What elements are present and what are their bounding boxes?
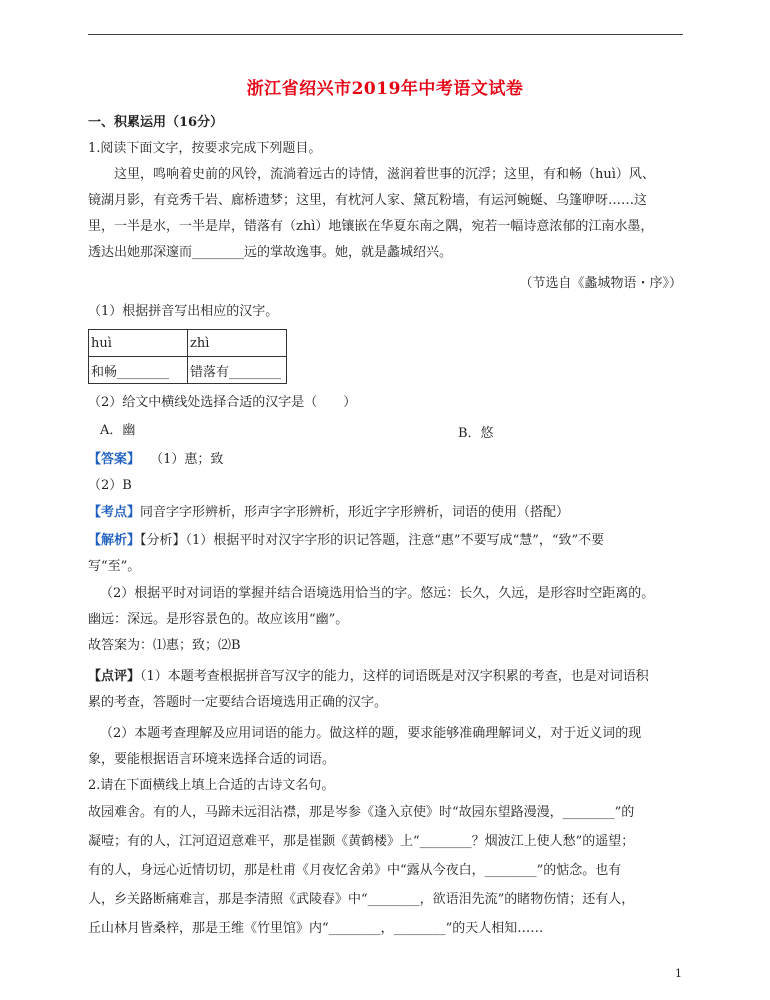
passage-line-2: 镜湖月影，有竞秀千岩、廊桥遗梦；这里，有枕河人家、黛瓦粉墙，有运河蜿蜒、乌篷咿呀……这 bbox=[88, 193, 648, 208]
question-1-prompt: 1.阅读下面文字，按要求完成下列题目。 bbox=[88, 141, 322, 156]
option-b: B．悠 bbox=[458, 426, 494, 441]
answer-text-1: （1）惠；致 bbox=[150, 452, 224, 467]
kaodian-tag: 【考点】 bbox=[88, 505, 141, 520]
option-a: A．幽 bbox=[100, 423, 136, 438]
dianping-text-2: 累的考查，答题时一定要结合语境选用正确的汉字。 bbox=[88, 695, 388, 710]
answer-text-2: （2）B bbox=[88, 478, 132, 493]
answer-line bbox=[88, 451, 223, 469]
jiexi-text-1: 【分析】（1）根据平时对汉字字形的识记答题，注意“惠”不要写成“慧”，“致”不要 bbox=[140, 533, 605, 548]
jiexi-text-2: 写“至”。 bbox=[88, 559, 141, 574]
page-number: 1 bbox=[675, 967, 682, 980]
q1-subquestion-2: （2）给文中横线处选择合适的汉字是（ ） bbox=[88, 395, 357, 410]
section-heading: 一、积累运用（16分） bbox=[88, 115, 224, 130]
passage-line-1: 这里，鸣响着史前的风铃，流淌着远古的诗情，滋润着世事的沉浮；这里，有和畅（huì）风、 bbox=[114, 167, 655, 182]
jiexi-text-3: （2）根据平时对词语的掌握并结合语境选用恰当的字。悠远：长久，久远，是形容时空距离的。 bbox=[100, 586, 655, 601]
q2-line-2: 凝噎；有的人，江河迢迢意难平，那是崔颢《黄鹤楼》上“________？烟波江上使人愁”的遥望； bbox=[88, 834, 635, 849]
blank-hechang: 和畅________ bbox=[89, 357, 188, 384]
q2-line-4: 人，乡关路断痛难言，那是李清照《武陵春》中“________，欲语泪先流”的睹物伤情；还有人， bbox=[88, 892, 635, 907]
q2-line-5: 丘山林月皆桑梓，那是王维《竹里馆》内“________，________”的天人相知…… bbox=[88, 921, 544, 936]
page-title: 浙江省绍兴市2019年中考语文试卷 bbox=[246, 79, 524, 99]
jiexi-line bbox=[88, 532, 604, 550]
pinyin-table bbox=[88, 329, 287, 384]
kaodian-line bbox=[88, 504, 569, 522]
passage-source: （节选自《蠡城物语・序》） bbox=[519, 276, 682, 291]
answer-tag: 【答案】 bbox=[88, 452, 141, 467]
jiexi-tag: 【解析】 bbox=[88, 533, 141, 548]
q2-line-1: 故园难舍。有的人，马蹄未远泪沾襟，那是岑参《逢入京使》时“故园东望路漫漫，________”的 bbox=[88, 805, 635, 820]
jiexi-text-4: 幽远：深远。是形容景色的。故应该用“幽”。 bbox=[88, 612, 349, 627]
pinyin-hui: huì bbox=[89, 330, 188, 357]
header-rule bbox=[88, 34, 683, 35]
passage-line-4: 透达出她那深邃而________远的掌故逸事。她，就是蠡城绍兴。 bbox=[88, 245, 453, 260]
pinyin-zhi: zhì bbox=[188, 330, 287, 357]
passage-line-3: 里，一半是水，一半是岸，错落有（zhì）地镶嵌在华夏东南之隅，宛若一幅诗意浓郁的江南水墨， bbox=[88, 219, 654, 234]
blank-cuoluoyou: 错落有________ bbox=[188, 357, 287, 384]
dianping-text-3: （2）本题考查理解及应用词语的能力。做这样的题，要求能够准确理解词义，对于近义词的现 bbox=[100, 726, 642, 741]
dianping-line bbox=[88, 668, 649, 686]
dianping-text-4: 象，要能根据语言环境来选择合适的词语。 bbox=[88, 752, 336, 767]
q1-subquestion-1: （1）根据拼音写出相应的汉字。 bbox=[88, 304, 279, 319]
question-2-prompt: 2.请在下面横线上填上合适的古诗文名句。 bbox=[88, 778, 335, 793]
jiexi-text-5: 故答案为：⑴惠；致；⑵B bbox=[88, 638, 241, 653]
dianping-tag: 【点评】 bbox=[88, 669, 141, 684]
kaodian-text: 同音字字形辨析，形声字字形辨析，形近字字形辨析，词语的使用（搭配） bbox=[140, 505, 570, 520]
q2-line-3: 有的人，身远心近情切切，那是杜甫《月夜忆舍弟》中“露从今夜白，________”的惦念。也有 bbox=[88, 863, 622, 878]
dianping-text-1: （1）本题考查根据拼音写汉字的能力，这样的词语既是对汉字积累的考查，也是对词语积 bbox=[140, 669, 649, 684]
